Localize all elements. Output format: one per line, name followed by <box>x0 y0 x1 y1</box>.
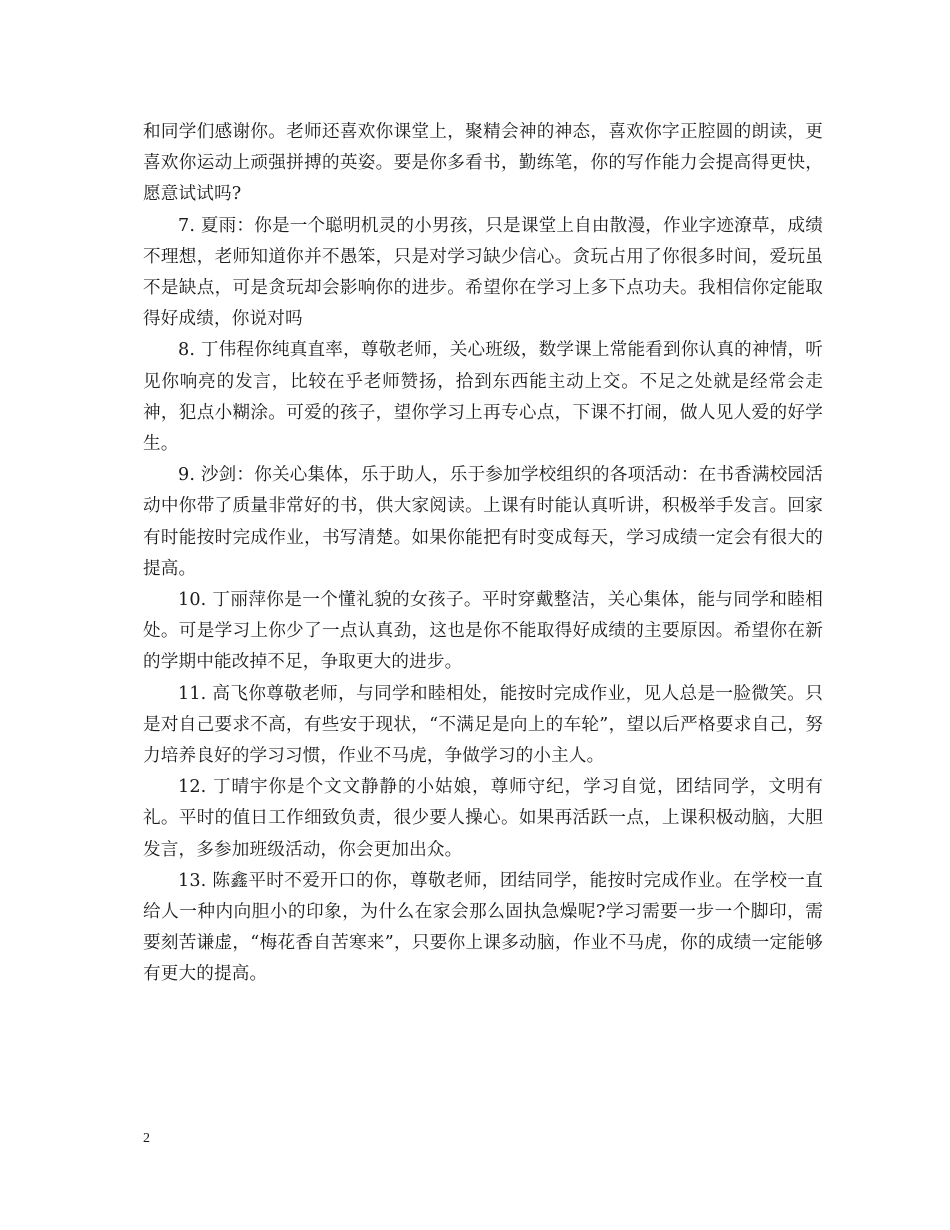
document-body <box>143 117 823 991</box>
paragraph-comment-8: 8. 丁伟程你纯真直率，尊敬老师，关心班级，数学课上常能看到你认真的神情，听见你响亮的发言，比较在乎老师赞扬，拾到东西能主动上交。不足之处就是经常会走神，犯点小糊涂。可爱的孩子，望你学习上再专心点，下课不打闹，做人见人爱的好学生。 <box>143 340 823 455</box>
paragraph-comment-9: 9. 沙剑：你关心集体，乐于助人，乐于参加学校组织的各项活动：在书香满校园活动中你带了质量非常好的书，供大家阅读。上课有时能认真听讲，积极举手发言。回家有时能按时完成作业，书写清楚。如果你能把有时变成每天，学习成绩一定会有很大的提高。 <box>143 465 823 579</box>
paragraph-continuation: 和同学们感谢你。老师还喜欢你课堂上，聚精会神的神态，喜欢你字正腔圆的朗读，更喜欢你运动上顽强拼搏的英姿。要是你多看书，勤练笔，你的写作能力会提高得更快，愿意试试吗? <box>143 122 823 205</box>
page-number: 2 <box>143 1131 150 1146</box>
paragraph-comment-12: 12. 丁晴宇你是个文文静静的小姑娘，尊师守纪，学习自觉，团结同学，文明有礼。平时的值日工作细致负责，很少要人操心。如果再活跃一点，上课积极动脑，大胆发言，多参加班级活动，你会更加出众。 <box>143 777 823 860</box>
paragraph-comment-13: 13. 陈鑫平时不爱开口的你，尊敬老师，团结同学，能按时完成作业。在学校一直给人一种内向胆小的印象，为什么在家会那么固执急燥呢?学习需要一步一个脚印，需要刻苦谦虚，“梅花香自苦寒来”，只要你上课多动脑，作业不马虎，你的成绩一定能够有更大的提高。 <box>143 870 823 985</box>
paragraph-comment-11: 11. 高飞你尊敬老师，与同学和睦相处，能按时完成作业，见人总是一脸微笑。只是对自己要求不高，有些安于现状，“不满足是向上的车轮”，望以后严格要求自己，努力培养良好的学习习惯，作业不马虎，争做学习的小主人。 <box>143 683 823 767</box>
paragraph-comment-7: 7. 夏雨：你是一个聪明机灵的小男孩，只是课堂上自由散漫，作业字迹潦草，成绩不理想，老师知道你并不愚笨，只是对学习缺少信心。贪玩占用了你很多时间，爱玩虽不是缺点，可是贪玩却会影响你的进步。希望你在学习上多下点功夫。我相信你定能取得好成绩，你说对吗 <box>143 215 823 330</box>
paragraph-comment-10: 10. 丁丽萍你是一个懂礼貌的女孩子。平时穿戴整洁，关心集体，能与同学和睦相处。可是学习上你少了一点认真劲，这也是你不能取得好成绩的主要原因。希望你在新的学期中能改掉不足，争取更大的进步。 <box>143 590 823 673</box>
